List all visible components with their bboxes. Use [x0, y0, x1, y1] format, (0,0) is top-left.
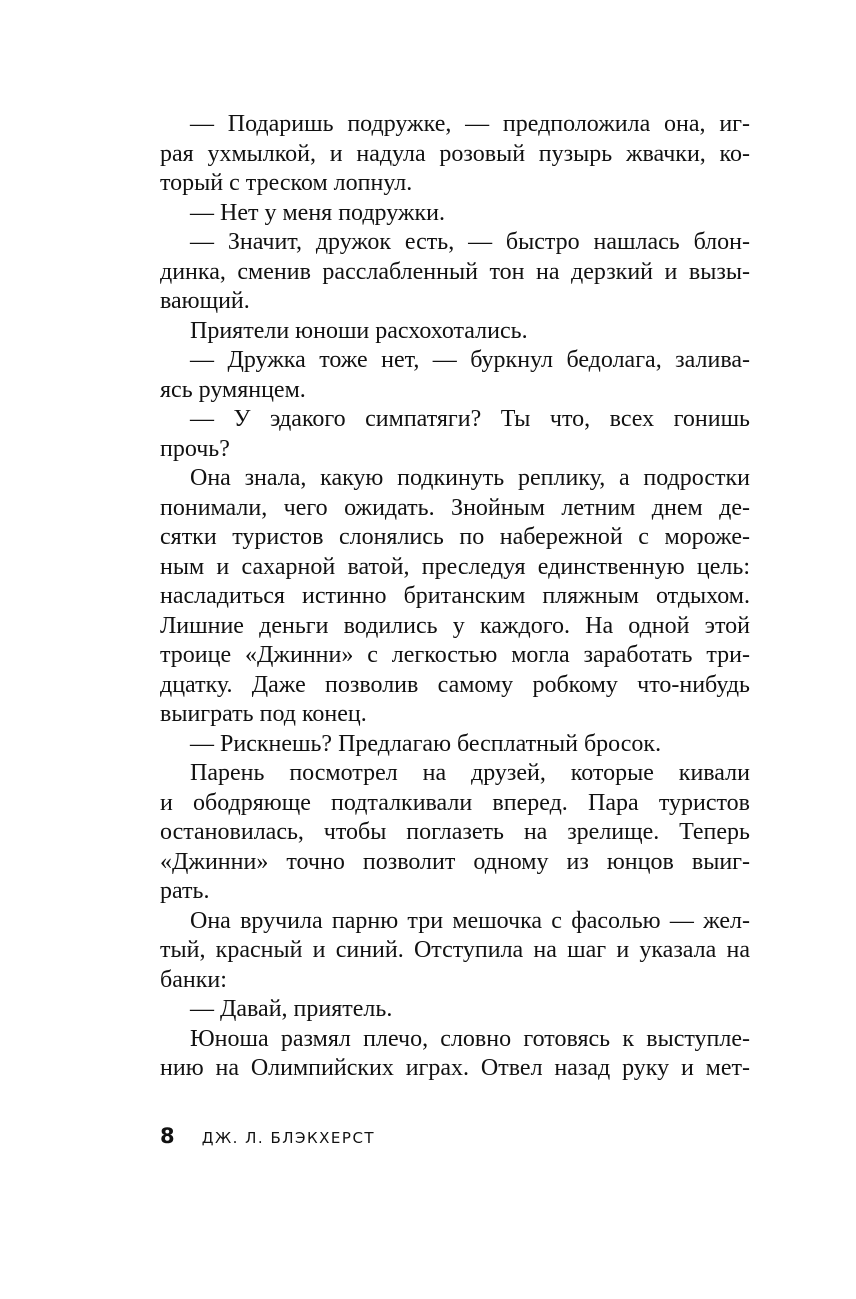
text-line: Приятели юноши расхохотались.	[190, 317, 528, 344]
text-line: — У эдакого симпатяги? Ты что, всех гонишь	[190, 406, 750, 432]
text-line: — Давай, приятель.	[190, 996, 393, 1022]
text-line: нию на Олимпийских играх. Отвел назад руку и мет-	[160, 1055, 750, 1081]
text-line: дцатку. Даже позволив самому робкому что-нибудь	[160, 671, 750, 698]
text-line: прочь?	[160, 435, 230, 462]
text-line: остановилась, чтобы поглазеть на зрелище. Теперь	[160, 819, 750, 845]
text-line: троице «Джинни» с легкостью могла заработать три-	[160, 642, 750, 668]
text-line: Юноша размял плечо, словно готовясь к выступле-	[190, 1025, 750, 1052]
text-line: Она знала, какую подкинуть реплику, а подростки	[190, 465, 750, 491]
text-line: насладиться истинно британским пляжным отдыхом.	[160, 583, 750, 609]
text-line: вающий.	[160, 288, 250, 314]
page-footer	[160, 1124, 375, 1148]
text-line: и ободряюще подталкивали вперед. Пара туристов	[160, 789, 750, 816]
text-line: — Нет у меня подружки.	[190, 199, 446, 226]
text-line: — Значит, дружок есть, — быстро нашлась блон-	[190, 229, 750, 255]
text-line: рая ухмылкой, и надула розовый пузырь жвачки, ко-	[160, 140, 750, 167]
text-line: тый, красный и синий. Отступила на шаг и указала на	[160, 937, 750, 963]
text-line: ным и сахарной ватой, преследуя единственную цель:	[160, 553, 750, 580]
running-author: ДЖ. Л. БЛЭКХЕРСТ	[201, 1129, 376, 1147]
text-line: динка, сменив расслабленный тон на дерзкий и вызы-	[160, 258, 750, 285]
text-line: Парень посмотрел на друзей, которые кивали	[190, 760, 750, 786]
text-line: выиграть под конец.	[160, 701, 367, 727]
text-line: рать.	[160, 878, 210, 904]
text-line: — Рискнешь? Предлагаю бесплатный бросок.	[190, 730, 662, 757]
text-line: Она вручила парню три мешочка с фасолью — жел-	[190, 907, 750, 934]
text-line: «Джинни» точно позволит одному из юнцов выиг-	[160, 848, 750, 875]
text-line: Лишние деньги водились у каждого. На одной этой	[160, 612, 750, 639]
text-line: ясь румянцем.	[160, 376, 306, 403]
text-line: — Подаришь подружке, — предположила она, иг-	[190, 111, 750, 137]
text-line: сятки туристов слонялись по набережной с мороже-	[160, 524, 750, 550]
body-text	[160, 110, 750, 1084]
page-number: 8	[160, 1124, 175, 1148]
text-line: торый с треском лопнул.	[160, 170, 413, 196]
text-line: банки:	[160, 966, 227, 993]
text-line: понимали, чего ожидать. Знойным летним днем де-	[160, 494, 750, 521]
text-line: — Дружка тоже нет, — буркнул бедолага, залива-	[190, 347, 750, 373]
